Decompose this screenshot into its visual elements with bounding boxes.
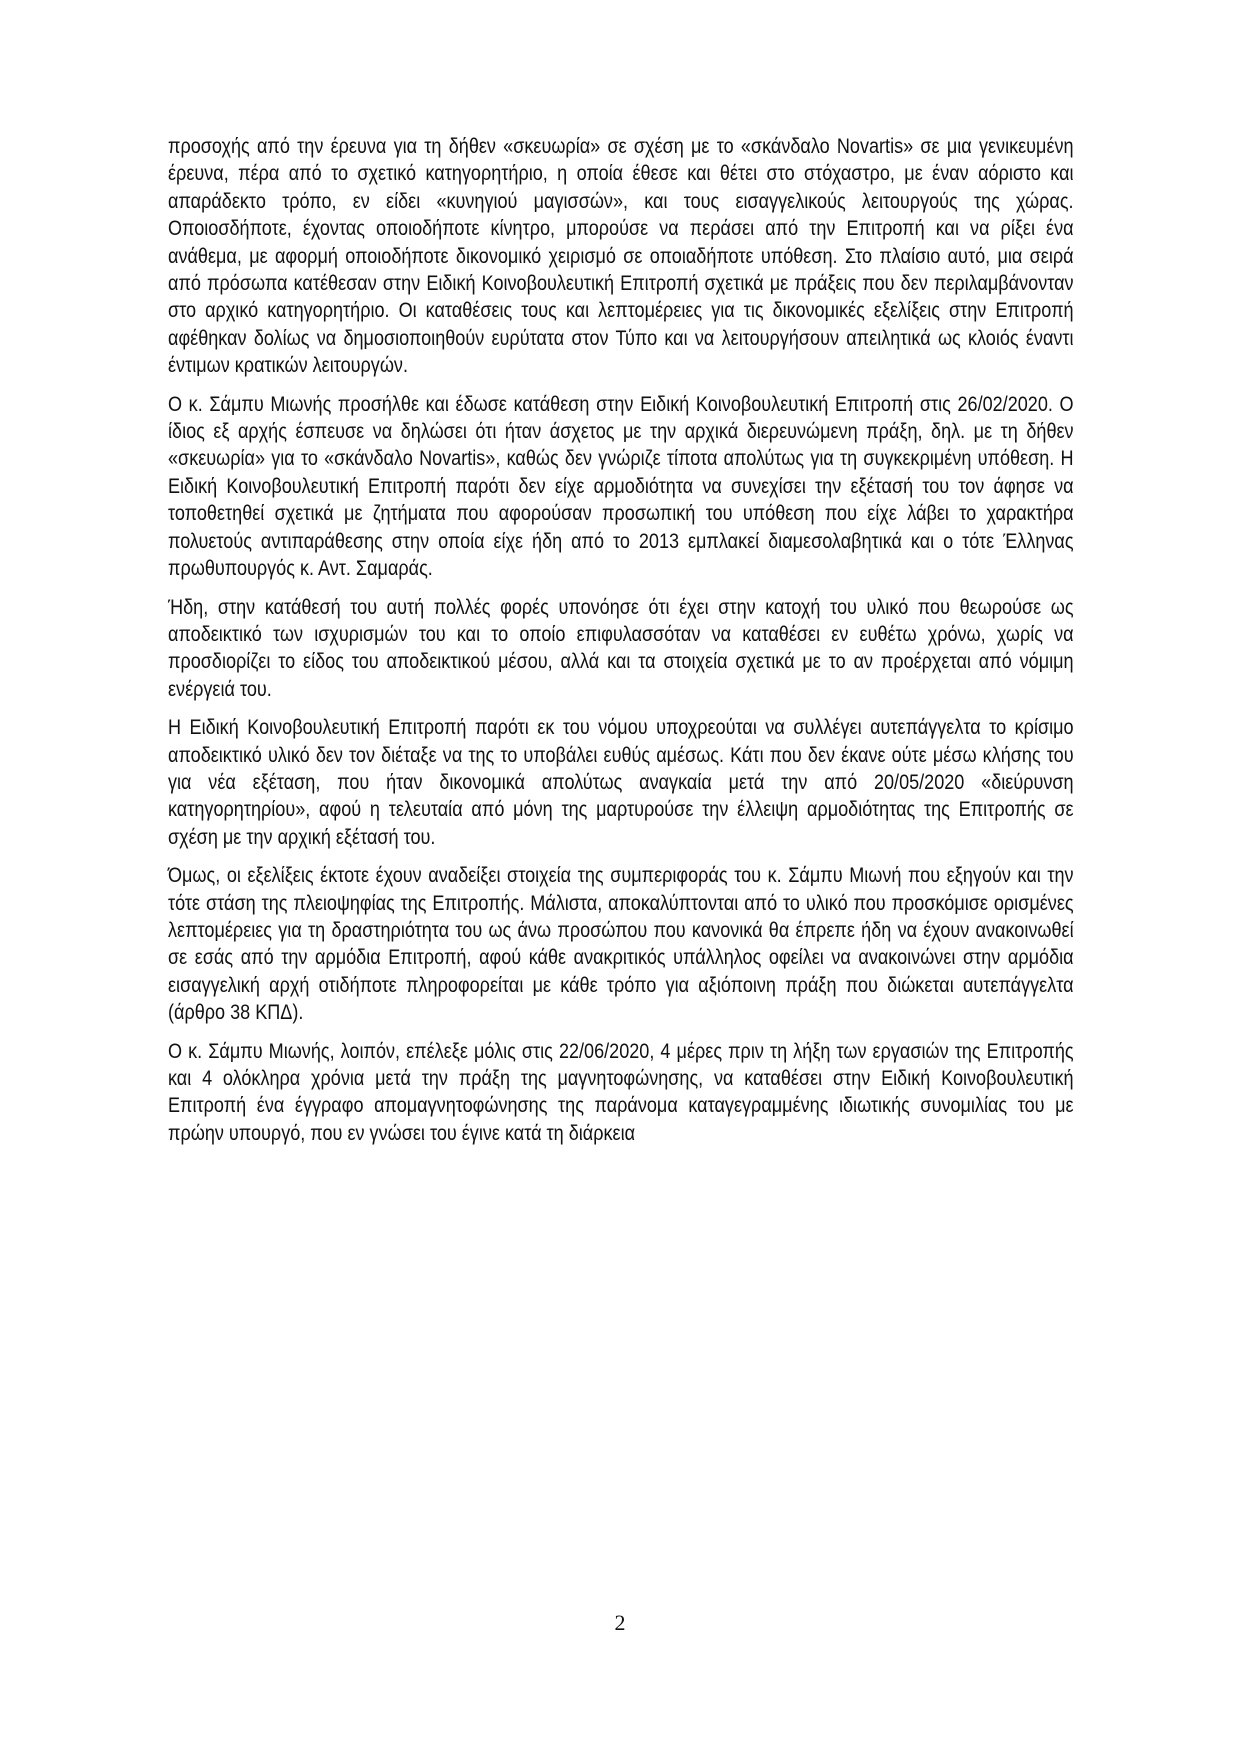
body-text	[168, 133, 1074, 1158]
page-number: 2	[614, 1610, 626, 1635]
paragraph-investigation-scope: προσοχής από την έρευνα για τη δήθεν «σκευωρία» σε σχέση με το «σκάνδαλο Novartis» σε μια γενικευμένη έρευνα, πέρα από το σχετικό κατηγορητήριο, η οποία έθεσε και θέτει στο στόχαστρο, με έναν αόριστο και απαράδεκτο τρόπο, εν είδει «κυνηγιού μαγισσών», και τους εισαγγελικούς λειτουργούς της χώρας. Οποιοσδήποτε, έχοντας οποιοδήποτε κίνητρο, μπορούσε να περάσει από την Επιτροπή και να ρίξει ένα ανάθεμα, με αφορμή οποιοδήποτε δικονομικό χειρισμό σε οποιαδήποτε υπόθεση. Στο πλαίσιο αυτό, μια σειρά από πρόσωπα κατέθεσαν στην Ειδική Κοινοβουλευτική Επιτροπή σχετικά με πράξεις που δεν περιλαμβάνονταν στο αρχικό κατηγορητήριο. Οι καταθέσεις τους και λεπτομέρειες για τις δικονομικές εξελίξεις στην Επιτροπή αφέθηκαν δολίως να δημοσιοποιηθούν ευρύτατα στον Τύπο και να λειτουργήσουν απειλητικά ως κλοιός έναντι έντιμων κρατικών λειτουργών.	[168, 135, 1074, 378]
paragraph-mionis-testimony: Ο κ. Σάμπυ Μιωνής προσήλθε και έδωσε κατάθεση στην Ειδική Κοινοβουλευτική Επιτροπή στις 26/02/2020. Ο ίδιος εξ αρχής έσπευσε να δηλώσει ότι ήταν άσχετος με την αρχικά διερευνώμενη πράξη, δηλ. με τη δήθεν «σκευωρία» για το «σκάνδαλο Novartis», καθώς δεν γνώριζε τίποτα απολύτως για τη συγκεκριμένη υπόθεση. Η Ειδική Κοινοβουλευτική Επιτροπή παρότι δεν είχε αρμοδιότητα να συνεχίσει την εξέτασή του τον άφησε να τοποθετηθεί σχετικά με ζητήματα που αφορούσαν προσωπική του υπόθεση που είχε λάβει το χαρακτήρα πολυετούς αντιπαράθεσης στην οποία είχε ήδη από το 2013 εμπλακεί διαμεσολαβητικά και ο τότε Έλληνας πρωθυπουργός κ. Αντ. Σαμαράς.	[168, 392, 1074, 581]
paragraph-developments: Όμως, οι εξελίξεις έκτοτε έχουν αναδείξει στοιχεία της συμπεριφοράς του κ. Σάμπυ Μιωνή που εξηγούν και την τότε στάση της πλειοψηφίας της Επιτροπής. Μάλιστα, αποκαλύπτονται από το υλικό που προσκόμισε ορισμένες λεπτομέρειες για τη δραστηριότητα του ως άνω προσώπου που κανονικά θα έπρεπε ήδη να έχουν ανακοινωθεί σε εσάς από την αρμόδια Επιτροπή, αφού κάθε ανακριτικός υπάλληλος οφείλει να ανακοινώνει στην αρμόδια εισαγγελική αρχή οτιδήποτε πληροφορείται με κάθε τρόπο για αξιόποινη πράξη που διώκεται αυτεπάγγελτα (άρθρο 38 ΚΠΔ).	[168, 864, 1074, 1025]
paragraph-transcript-submission: Ο κ. Σάμπυ Μιωνής, λοιπόν, επέλεξε μόλις στις 22/06/2020, 4 μέρες πριν τη λήξη των εργασιών της Επιτροπής και 4 ολόκληρα χρόνια μετά την πράξη της μαγνητοφώνησης, να καταθέσει στην Ειδική Κοινοβουλευτική Επιτροπή ένα έγγραφο απομαγνητοφώνησης της παράνομα καταγεγραμμένης ιδιωτικής συνομιλίας του με πρώην υπουργό, που εν γνώσει του έγινε κατά τη διάρκεια	[168, 1039, 1074, 1145]
paragraph-committee-obligation: Η Ειδική Κοινοβουλευτική Επιτροπή παρότι εκ του νόμου υποχρεούται να συλλέγει αυτεπάγγελτα το κρίσιμο αποδεικτικό υλικό δεν τον διέταξε να της το υποβάλει ευθύς αμέσως. Κάτι που δεν έκανε ούτε μέσω κλήσης του για νέα εξέταση, που ήταν δικονομικά απολύτως αναγκαία μετά την από 20/05/2020 «διεύρυνση κατηγορητηρίου», αφού η τελευταία από μόνη της μαρτυρούσε την έλλειψη αρμοδιότητας της Επιτροπής σε σχέση με την αρχική εξέτασή του.	[168, 716, 1074, 849]
paragraph-evidence-claims: Ήδη, στην κατάθεσή του αυτή πολλές φορές υπονόησε ότι έχει στην κατοχή του υλικό που θεωρούσε ως αποδεικτικό των ισχυρισμών του και το οποίο επιφυλασσόταν να καταθέσει εν ευθέτω χρόνω, χωρίς να προσδιορίζει το είδος του αποδεικτικού μέσου, αλλά και τα στοιχεία σχετικά με το αν προέρχεται από νόμιμη ενέργειά του.	[168, 595, 1074, 701]
